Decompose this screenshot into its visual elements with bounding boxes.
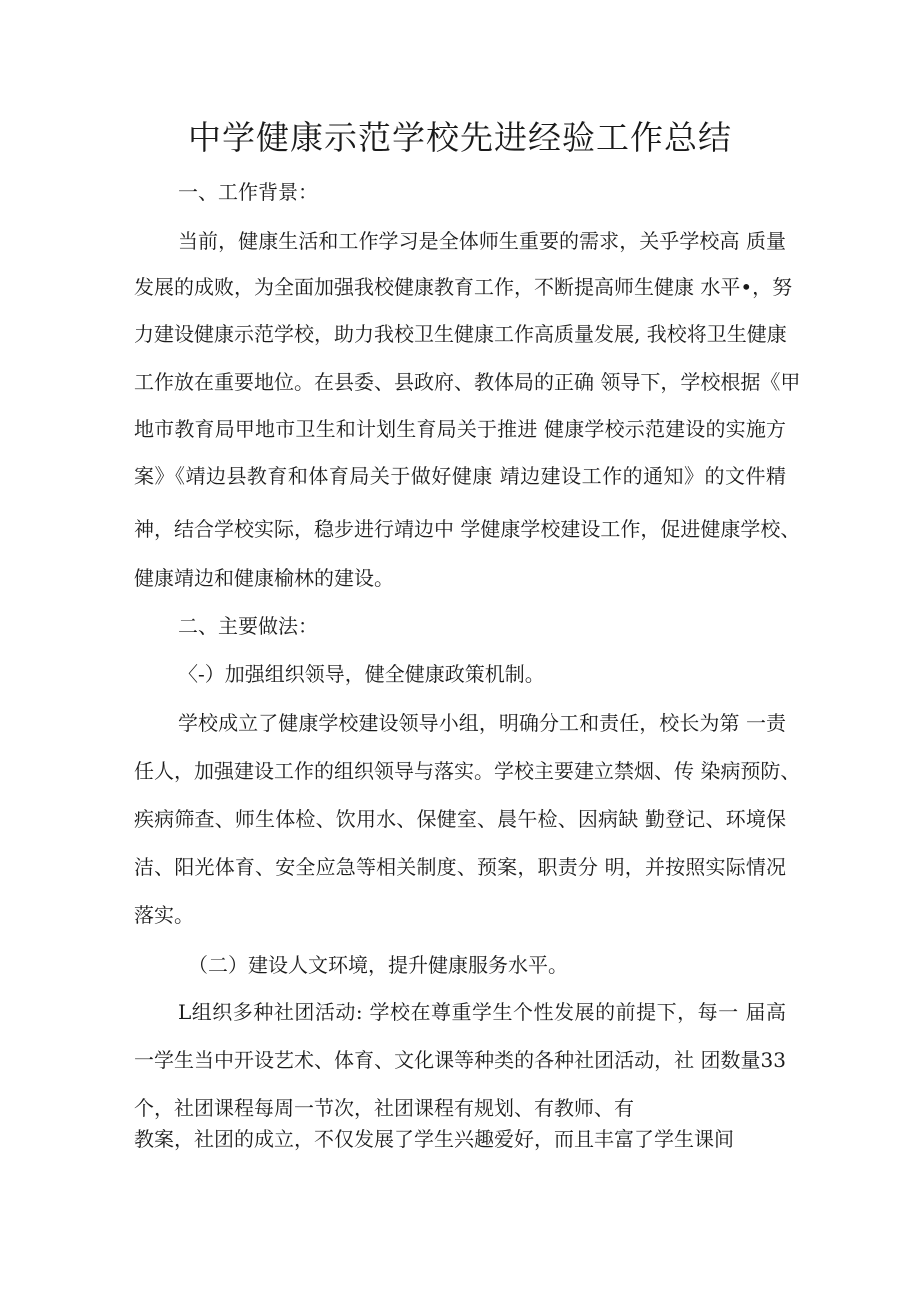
paragraph-line: 个，社团课程每周一节次，社团课程有规划、有教师、有	[134, 1096, 634, 1120]
paragraph-line: 案》《靖边县教育和体育局关于做好健康 靖边建设工作的通知》的文件精	[134, 464, 786, 488]
section-heading-background: 一、工作背景：	[178, 180, 318, 204]
document-title: 中学健康示范学校先进经验工作总结	[188, 118, 732, 157]
subsection-heading-environment: （二）建设人文环境，提升健康服务水平。	[188, 953, 568, 977]
paragraph-line: 神，结合学校实际，稳步进行靖边中 学健康学校建设工作，促进健康学校、	[134, 517, 801, 541]
paragraph-line: 健康靖边和健康榆林的建设。	[134, 566, 394, 590]
paragraph-line: 学校成立了健康学校建设领导小组，明确分工和责任，校长为第 一责	[178, 711, 786, 735]
paragraph-line: 当前，健康生活和工作学习是全体师生重要的需求，关乎学校高 质量	[178, 229, 786, 253]
section-heading-methods: 二、主要做法：	[178, 614, 318, 638]
paragraph-line: 疾病筛查、师生体检、饮用水、保健室、晨午检、因病缺 勤登记、环境保	[134, 807, 786, 831]
paragraph-line: L组织多种社团活动: 学校在尊重学生个性发展的前提下，每一 届高	[178, 1000, 786, 1024]
subsection-heading-organization: 〈-）加强组织领导，健全健康政策机制。	[178, 662, 545, 686]
paragraph-line: 工作放在重要地位。在县委、县政府、教体局的正确 领导下，学校根据《甲	[134, 370, 801, 394]
paragraph-line: 发展的成败，为全面加强我校健康教育工作，不断提高师生健康 水平•，努	[134, 275, 793, 299]
paragraph-line: 任人，加强建设工作的组织领导与落实。学校主要建立禁烟、传 染病预防、	[134, 759, 801, 783]
paragraph-line: 一学生当中开设艺术、体育、文化课等种类的各种社团活动，社 团数量33	[134, 1048, 786, 1072]
paragraph-line: 洁、阳光体育、安全应急等相关制度、预案，职责分 明，并按照实际情况	[134, 855, 786, 879]
paragraph-line: 力建设健康示范学校，助力我校卫生健康工作高质量发展, 我校将卫生健康	[134, 322, 787, 346]
paragraph-line: 落实。	[134, 903, 194, 927]
paragraph-line: 地市教育局甲地市卫生和计划生育局关于推进 健康学校示范建设的实施方	[134, 417, 786, 441]
paragraph-line: 教案，社团的成立，不仅发展了学生兴趣爱好，而且丰富了学生课间	[134, 1127, 734, 1151]
